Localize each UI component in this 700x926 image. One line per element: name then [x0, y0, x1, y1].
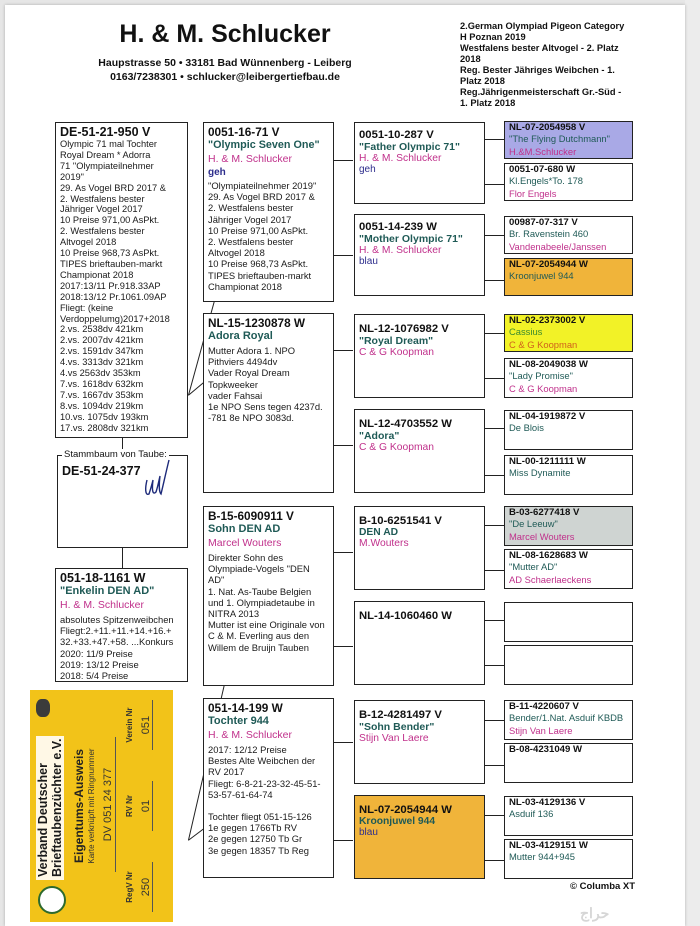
pigeon-name: Bender/1.Nat. Asduif KBDB: [509, 712, 624, 723]
card-org-line: Brieftaubenzüchter e.V.: [50, 738, 64, 877]
dam-card[interactable]: [55, 568, 188, 682]
connector-line: [484, 665, 504, 666]
detail-line: Vader Royal Dream: [208, 367, 290, 379]
breeder-name: Flor Engels: [509, 187, 557, 199]
details: [208, 345, 329, 423]
detail-line: vader Fahsai: [208, 389, 263, 401]
detail-line: Topkweeker: [208, 378, 259, 390]
breeder-name: H. & M. Schlucker: [208, 729, 293, 741]
detail-line: AD": [208, 574, 225, 586]
pigeon-icon: [36, 699, 50, 717]
dam-name: "Enkelin DEN AD": [60, 585, 155, 597]
ring-number: NL-15-1230878 W: [208, 316, 306, 330]
gen3-card[interactable]: [354, 409, 485, 493]
connector-line: [333, 255, 353, 256]
detail-line: 29. As Vogel BRD 2017 &: [60, 182, 166, 193]
pigeon-name: "The Flying Dutchmann": [509, 133, 610, 144]
vdb-logo-icon: [38, 886, 66, 914]
sire-details: [60, 139, 183, 433]
breeder-name: H. & M. Schlucker: [359, 245, 442, 256]
ring-number: B-12-4281497 V: [359, 709, 442, 721]
dam-details: [60, 614, 183, 681]
gen4-card-highlighted[interactable]: [504, 258, 633, 296]
detail-line: Fliegt: 6-8-21-23-32-45-51-: [208, 777, 321, 789]
card-field-label: RV Nr: [125, 794, 134, 818]
pigeon-colour: blau: [359, 827, 378, 838]
detail-line: 4.vs 2563dv 353km: [60, 368, 141, 379]
ring-number: NL-12-4703552 W: [359, 418, 452, 430]
detail-line: 2. Westfalens bester: [60, 193, 145, 204]
breeder-name: C & G Koopman: [509, 338, 578, 350]
pigeon-name: DEN AD: [359, 527, 399, 538]
connector-line: [484, 378, 504, 379]
detail-line: 32.+33.+47.+58. ...Konkurs: [60, 636, 174, 648]
details: [208, 180, 329, 292]
detail-line: Pithviers 4494dv: [208, 356, 278, 368]
pigeon-colour: geh: [359, 164, 376, 175]
ring-number: NL-12-1076982 V: [359, 323, 449, 335]
detail-line: 53-57-61-64-74: [208, 788, 273, 800]
detail-line: 2. Westfalens bester: [60, 226, 145, 237]
breeder-address: Haupstrasse 50 • 33181 Bad Wünnenberg - Leiberg: [98, 57, 352, 69]
detail-line: Fliegt: (keine: [60, 302, 114, 313]
detail-line: Altvogel 2018: [60, 237, 117, 248]
detail-line: Championat 2018: [208, 280, 283, 292]
subject-ring: DE-51-24-377: [62, 464, 141, 478]
pigeon-colour: geh: [208, 167, 226, 178]
detail-line: Royal Dream * Adorra: [60, 149, 151, 160]
ring-number: 0051-07-680 W: [509, 164, 576, 175]
award-line: 1. Platz 2018: [460, 98, 516, 108]
ring-number: 0051-10-287 V: [359, 129, 434, 141]
ring-number: NL-08-1628683 W: [509, 550, 588, 561]
connector-line: [333, 646, 353, 647]
pigeon-colour: blau: [359, 256, 378, 267]
watermark: حراج: [580, 905, 610, 921]
gen4-card-highlighted[interactable]: [504, 506, 633, 546]
detail-line: "Olympiateilnehmer 2019": [208, 180, 317, 191]
pigeon-name: De Blois: [509, 422, 544, 433]
awards-list: [460, 21, 680, 109]
ring-number: NL-14-1060460 W: [359, 610, 452, 622]
detail-line: 10 Preise 971,00 AsPkt.: [208, 224, 309, 236]
gen4-card[interactable]: [504, 163, 633, 201]
details: [208, 744, 329, 856]
gen2-card-sire-dam[interactable]: [203, 313, 334, 493]
award-line: Reg.Jährigenmeisterschaft Gr.-Süd -: [460, 87, 622, 97]
sire-ring: DE-51-21-950 V: [60, 125, 151, 139]
pigeon-name: Mutter 944+945: [509, 851, 575, 862]
award-line: 2.German Olympiad Pigeon Category: [460, 21, 625, 31]
gen4-card[interactable]: [504, 700, 633, 740]
detail-line: Altvogel 2018: [208, 247, 265, 259]
card-title: Eigentums-Ausweis: [72, 748, 86, 864]
copyright: © Columba XT: [570, 881, 636, 892]
detail-line: Mutter ist eine Originale von: [208, 619, 325, 631]
gen3-card[interactable]: [354, 214, 485, 296]
detail-line: 17.vs. 2808dv 321km: [60, 422, 149, 433]
detail-line: -781 8e NPO 3083d.: [208, 412, 294, 424]
detail-line: 71 "Olympiateilnehmer: [60, 160, 154, 171]
gen4-card[interactable]: [504, 410, 633, 450]
pigeon-name: "Mother Olympic 71": [359, 233, 463, 245]
connector-line: [484, 428, 504, 429]
card-field-label: RegV Nr: [125, 871, 134, 903]
ring-number: NL-08-2049038 W: [509, 359, 588, 370]
connector-line: [484, 720, 504, 721]
detail-line: 2018: 5/4 Preise: [60, 670, 129, 682]
gen2-card-sire-sire[interactable]: [203, 122, 334, 302]
detail-line: [208, 800, 329, 811]
connector-line: [333, 840, 353, 841]
connector-line: [122, 548, 123, 568]
gen3-card[interactable]: [354, 700, 485, 784]
detail-line: 1e gegen 1766Tb RV: [208, 822, 297, 834]
breeder-address-block: [60, 56, 390, 84]
gen3-card-highlighted[interactable]: [354, 795, 485, 879]
pigeon-name: Kroonjuwel 944: [359, 816, 436, 827]
card-ring: DV 051 24 377: [102, 737, 116, 872]
ring-number: NL-02-2373002 V: [509, 315, 586, 326]
pigeon-name: "Mutter AD": [509, 561, 558, 572]
detail-line: 2017: 12/12 Preise: [208, 744, 287, 755]
detail-line: Bestes Alte Weibchen der: [208, 755, 316, 767]
detail-line: Verdoppelumg)2017+2018: [60, 313, 170, 324]
connector-line: [333, 350, 353, 351]
connector-line: [484, 620, 504, 621]
connector-line: [333, 445, 353, 446]
pigeon-name: "Royal Dream": [359, 335, 434, 347]
card-subtitle: Karte verknüpft mit Ringnummer: [87, 748, 96, 864]
breeder-name: Marcel Wouters: [208, 537, 282, 549]
award-line: Reg. Bester Jähriges Weibchen - 1.: [460, 65, 615, 75]
connector-line: [484, 570, 504, 571]
ring-number: B-08-4231049 W: [509, 744, 583, 755]
breeder-name: Stijn Van Laere: [509, 724, 573, 736]
ring-number: B-03-6277418 V: [509, 507, 580, 518]
detail-line: 2e gegen 12750 Tb Gr: [208, 833, 303, 845]
detail-line: NITRA 2013: [208, 608, 260, 620]
award-line: Platz 2018: [460, 76, 505, 86]
gen2-card-dam-dam[interactable]: [203, 698, 334, 878]
subject-box: [57, 449, 188, 548]
detail-line: 2019: 13/12 Preise: [60, 658, 139, 670]
gen3-card[interactable]: [354, 122, 485, 204]
signature-icon: [141, 458, 171, 500]
pigeon-name: Asduif 136: [509, 808, 554, 819]
detail-line: Willem de Bruijn Tauben: [208, 641, 309, 653]
ring-number: NL-07-2054958 V: [509, 122, 586, 133]
card-field-value: 01: [140, 781, 153, 831]
pigeon-name: "Father Olympic 71": [359, 141, 460, 153]
connector-line: [484, 860, 504, 861]
breeder-name: Marcel Wouters: [509, 530, 575, 542]
pigeon-name: Tochter 944: [208, 715, 269, 727]
pigeon-name: Miss Dynamite: [509, 467, 571, 478]
connector-line: [484, 525, 504, 526]
detail-line: 29. As Vogel BRD 2017 &: [208, 191, 315, 203]
detail-line: TIPES brieftauben-markt: [208, 269, 312, 281]
card-org: [36, 736, 64, 880]
ring-number: B-10-6251541 V: [359, 515, 442, 527]
gen3-card[interactable]: [354, 506, 485, 590]
breeder-name: H.&M.Schlucker: [509, 145, 577, 157]
ownership-card: [30, 690, 173, 922]
page-edge: [685, 0, 700, 926]
connector-line: [484, 765, 504, 766]
breeder-name: C & G Koopman: [359, 442, 434, 453]
detail-line: 4.vs. 3313dv 321km: [60, 357, 144, 368]
breeder-name: Stijn Van Laere: [359, 733, 429, 744]
card-field-label: Verein Nr: [125, 707, 134, 743]
ring-number: 0051-16-71 V: [208, 125, 280, 139]
detail-line: 2018:13/12 Pr.1061.09AP: [60, 291, 167, 302]
sire-card[interactable]: [55, 122, 188, 438]
ring-number: 00987-07-317 V: [509, 217, 578, 228]
detail-line: absolutes Spitzenweibchen: [60, 614, 174, 625]
detail-line: 7.vs. 1667dv 353km: [60, 389, 144, 400]
detail-line: C & M. Everling aus den: [208, 630, 310, 642]
connector-line: [484, 475, 504, 476]
pigeon-name: "Lady Promise": [509, 370, 573, 381]
detail-line: Mutter Adora 1. NPO: [208, 345, 296, 356]
pigeon-name: Sohn DEN AD: [208, 523, 281, 535]
pigeon-name: Adora Royal: [208, 330, 273, 342]
detail-line: 10 Preise 968,73 AsPkt.: [208, 258, 309, 270]
pigeon-name: "Sohn Bender": [359, 721, 435, 733]
ring-number: B-11-4220607 V: [509, 701, 579, 712]
gen4-card-empty[interactable]: [504, 602, 633, 642]
detail-line: 10 Preise 968,73 AsPkt.: [60, 248, 160, 259]
detail-line: TIPES brieftauben-markt: [60, 258, 163, 269]
detail-line: 2. Westfalens bester: [208, 236, 294, 248]
detail-line: Tochter fliegt 051-15-126: [208, 811, 312, 823]
detail-line: 2.vs. 1591dv 347km: [60, 346, 144, 357]
ring-number: NL-04-1919872 V: [509, 411, 586, 422]
gen4-card[interactable]: [504, 455, 633, 495]
detail-line: Championat 2018: [60, 269, 134, 280]
detail-line: Fliegt:2.+11.+11.+14.+16.+: [60, 625, 172, 637]
detail-line: 1e NPO Sens tegen 4237d.: [208, 401, 323, 413]
detail-line: 2019": [60, 171, 84, 182]
connector-line: [484, 333, 504, 334]
breeder-name: H. & M. Schlucker: [359, 153, 442, 164]
dam-breeder: H. & M. Schlucker: [60, 599, 145, 611]
ring-number: B-15-6090911 V: [208, 509, 294, 523]
award-line: 2018: [460, 54, 481, 64]
detail-line: 2.vs. 2538dv 421km: [60, 324, 144, 335]
detail-line: Jähriger Vogel 2017: [208, 213, 292, 225]
detail-line: 2017:13/11 Pr.918.33AP: [60, 280, 161, 291]
ring-number: NL-00-1211111 W: [509, 456, 586, 467]
detail-line: 10 Preise 971,00 AsPkt.: [60, 215, 160, 226]
gen4-card-highlighted[interactable]: [504, 121, 633, 159]
breeder-name: Vandenabeele/Janssen: [509, 240, 607, 252]
connector-line: [333, 160, 353, 161]
gen4-card[interactable]: [504, 549, 633, 589]
detail-line: und 1. Olympiadetaube in: [208, 596, 315, 608]
gen4-card[interactable]: [504, 743, 633, 783]
connector-line: [484, 815, 504, 816]
gen3-card[interactable]: [354, 314, 485, 398]
ring-number: 051-14-199 W: [208, 701, 283, 715]
details: [208, 552, 329, 653]
detail-line: 3e gegen 18357 Tb Reg: [208, 844, 309, 856]
pigeon-name: "De Leeuw": [509, 518, 558, 529]
gen4-card-empty[interactable]: [504, 645, 633, 685]
detail-line: Direkter Sohn des: [208, 552, 284, 563]
breeder-name: C & G Koopman: [359, 347, 434, 358]
detail-line: RV 2017: [208, 766, 245, 778]
detail-line: Jähriger Vogel 2017: [60, 204, 143, 215]
detail-line: 10.vs. 1075dv 193km: [60, 411, 149, 422]
pigeon-name: "Adora": [359, 430, 400, 442]
pigeon-name: "Olympic Seven One": [208, 139, 320, 151]
card-field-value: 051: [140, 700, 153, 750]
gen4-card[interactable]: [504, 216, 633, 254]
pigeon-name: Cassius: [509, 326, 543, 337]
ring-number: 0051-14-239 W: [359, 221, 437, 233]
pigeon-name: Kroonjuwel 944: [509, 270, 574, 281]
detail-line: Olympic 71 mal Tochter: [60, 139, 157, 149]
ring-number: NL-07-2054944 W: [359, 804, 452, 816]
gen4-card-highlighted[interactable]: [504, 314, 633, 352]
breeder-title: H. & M. Schlucker: [119, 20, 331, 48]
award-line: H Poznan 2019: [460, 32, 526, 42]
breeder-name: H. & M. Schlucker: [208, 153, 293, 165]
connector-line: [484, 235, 504, 236]
detail-line: 8.vs. 1094dv 219km: [60, 400, 144, 411]
breeder-name: M.Wouters: [359, 538, 409, 549]
connector-line: [484, 280, 504, 281]
detail-line: 7.vs. 1618dv 632km: [60, 378, 144, 389]
gen4-card[interactable]: [504, 796, 633, 836]
gen4-card[interactable]: [504, 839, 633, 879]
ring-number: NL-03-4129136 V: [509, 797, 586, 808]
detail-line: 2020: 11/9 Preise: [60, 647, 133, 659]
connector-line: [333, 742, 353, 743]
pigeon-name: Kl.Engels*To. 178: [509, 175, 584, 186]
gen2-card-dam-sire[interactable]: [203, 506, 334, 686]
subject-label: Stammbaum von Taube:: [64, 449, 167, 460]
breeder-contact: 0163/7238301 • schlucker@leibergertiefbau.de: [110, 71, 340, 83]
detail-line: Olympiade-Vogels "DEN: [208, 563, 310, 575]
ring-number: NL-07-2054944 W: [509, 259, 588, 270]
award-line: Westfalens bester Altvogel - 2. Platz: [460, 43, 619, 53]
gen3-card[interactable]: [354, 601, 485, 685]
detail-line: 1. Nat. As-Taube Belgien: [208, 585, 312, 597]
connector-line: [484, 184, 504, 185]
pigeon-name: Br. Ravenstein 460: [509, 228, 589, 239]
gen4-card[interactable]: [504, 358, 633, 398]
ownership-card-content: [30, 690, 173, 922]
card-org-line: Verband Deutscher: [36, 763, 50, 877]
detail-line: 2.vs. 2007dv 421km: [60, 335, 144, 346]
dam-ring: 051-18-1161 W: [60, 571, 146, 585]
breeder-name: C & G Koopman: [509, 382, 578, 394]
connector-line: [484, 139, 504, 140]
ring-number: NL-03-4129151 W: [509, 840, 588, 851]
detail-line: 2. Westfalens bester: [208, 202, 294, 214]
connector-line: [333, 552, 353, 553]
card-field-value: 250: [140, 862, 153, 912]
breeder-name: AD Schaerlaeckens: [509, 573, 592, 585]
